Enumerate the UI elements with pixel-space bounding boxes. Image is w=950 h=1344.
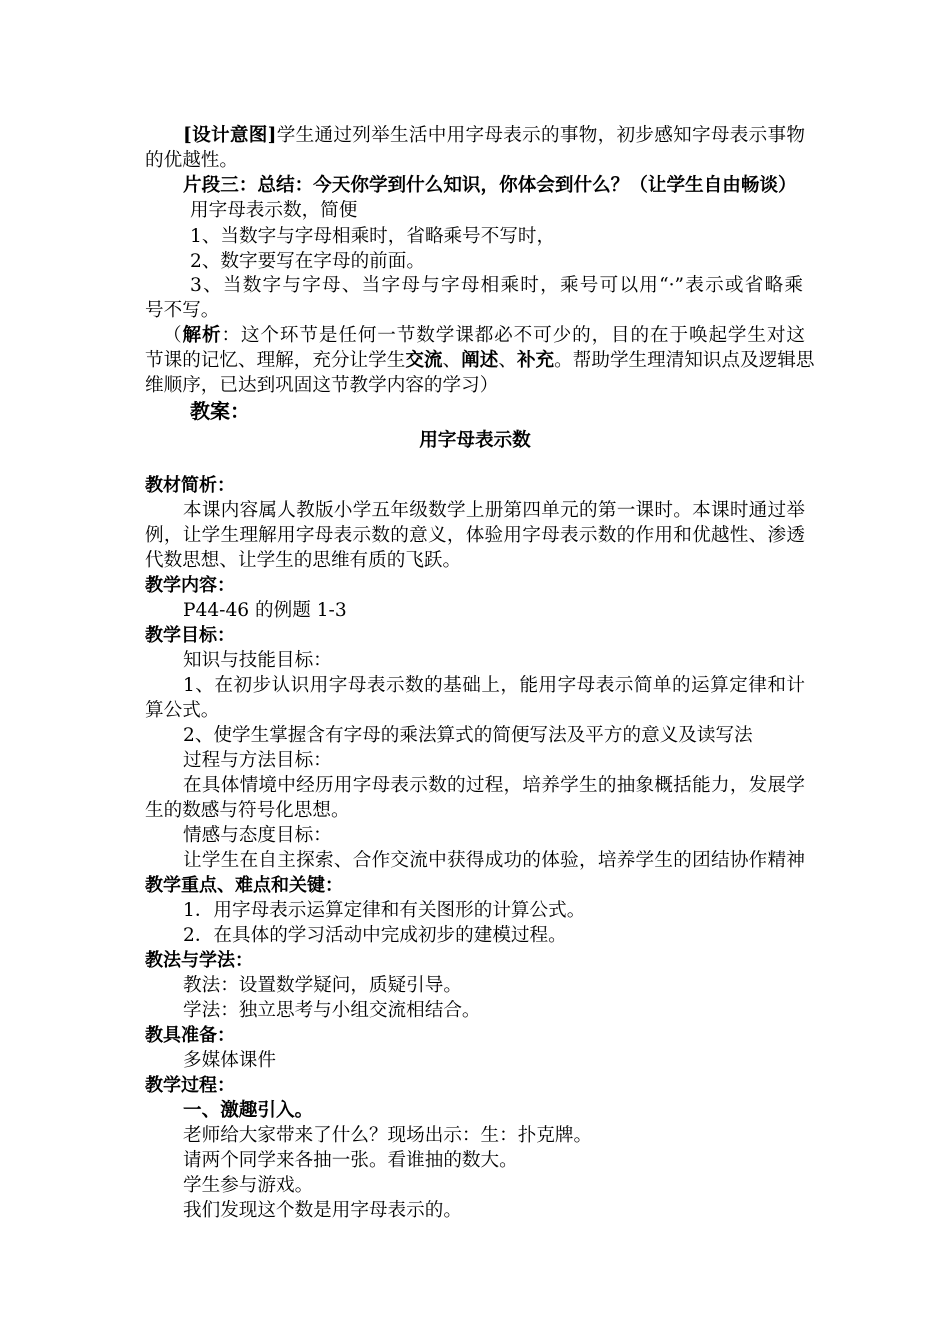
content-heading: 教学内容： xyxy=(145,575,235,596)
process-line-3: 学生参与游戏。 xyxy=(183,1175,314,1196)
key-point-2: 2．在具体的学习活动中完成初步的建模过程。 xyxy=(183,925,567,946)
summary-point-1: 1、当数字与字母相乘时，省略乘号不写时， xyxy=(190,226,556,247)
summary-line: 用字母表示数，简便 xyxy=(190,200,358,221)
learning-method: 学法：独立思考与小组交流相结合。 xyxy=(183,1000,481,1021)
goal-knowledge-title: 知识与技能目标： xyxy=(183,650,332,671)
process-line-4: 我们发现这个数是用字母表示的。 xyxy=(183,1200,462,1221)
segment3-heading: 片段三：总结：今天你学到什么知识，你体会到什么？（让学生自由畅谈） xyxy=(183,175,797,196)
teaching-method: 教法：设置数学疑问，质疑引导。 xyxy=(183,975,462,996)
goals-heading: 教学目标： xyxy=(145,625,235,646)
summary-point-3: 3、当数字与字母、当字母与字母相乘时，乘号可以用“·”表示或省略乘 xyxy=(190,275,803,296)
design-intent-line-2: 的优越性。 xyxy=(145,150,238,171)
goal-process-1-cont: 生的数感与符号化思想。 xyxy=(145,800,350,821)
material-line-1: 本课内容属人教版小学五年级数学上册第四单元的第一课时。本课时通过举 xyxy=(183,500,805,521)
process-line-1: 老师给大家带来了什么？现场出示：生：扑克牌。 xyxy=(183,1125,593,1146)
goal-knowledge-2: 2、使学生掌握含有字母的乘法算式的简便写法及平方的意义及读写法 xyxy=(183,725,753,746)
tools-text: 多媒体课件 xyxy=(183,1050,276,1071)
goal-knowledge-1-cont: 算公式。 xyxy=(145,700,220,721)
design-intent-label: [设计意图] xyxy=(183,125,277,146)
goal-process-title: 过程与方法目标： xyxy=(183,750,332,771)
summary-point-2: 2、数字要写在字母的前面。 xyxy=(190,251,425,272)
goal-process-1: 在具体情境中经历用字母表示数的过程，培养学生的抽象概括能力，发展学 xyxy=(183,775,805,796)
design-intent-line-1: [设计意图]学生通过列举生活中用字母表示的事物，初步感知字母表示事物 xyxy=(183,125,805,146)
analysis-line-2: 节课的记忆、理解，充分让学生交流、阐述、补充。帮助学生理清知识点及逻辑思 xyxy=(145,350,815,371)
method-heading: 教法与学法： xyxy=(145,950,253,971)
summary-point-3-cont: 号不写。 xyxy=(145,300,220,321)
page-title: 用字母表示数 xyxy=(419,430,531,451)
analysis-line-1: （解析：这个环节是任何一节数学课都必不可少的，目的在于唤起学生对这 xyxy=(163,325,805,346)
material-heading: 教材简析： xyxy=(145,475,235,496)
content-text: P44-46 的例题 1-3 xyxy=(183,600,347,621)
process-heading: 教学过程： xyxy=(145,1075,235,1096)
goal-attitude-title: 情感与态度目标： xyxy=(183,825,332,846)
key-heading: 教学重点、难点和关键： xyxy=(145,875,343,896)
analysis-line-3: 维顺序，已达到巩固这节教学内容的学习） xyxy=(145,375,499,396)
plan-label: 教案： xyxy=(190,399,250,423)
goal-attitude-1: 让学生在自主探索、合作交流中获得成功的体验，培养学生的团结协作精神 xyxy=(183,850,805,871)
key-point-1: 1．用字母表示运算定律和有关图形的计算公式。 xyxy=(183,900,586,921)
process-step-1: 一、激趣引入。 xyxy=(183,1100,314,1121)
material-line-2: 例，让学生理解用字母表示数的意义，体验用字母表示数的作用和优越性、渗透 xyxy=(145,525,805,546)
analysis-label: 解析 xyxy=(182,325,222,346)
process-line-2: 请两个同学来各抽一张。看谁抽的数大。 xyxy=(183,1150,518,1171)
tools-heading: 教具准备： xyxy=(145,1025,235,1046)
material-line-3: 代数思想、让学生的思维有质的飞跃。 xyxy=(145,550,462,571)
goal-knowledge-1: 1、在初步认识用字母表示数的基础上，能用字母表示简单的运算定律和计 xyxy=(183,675,805,696)
